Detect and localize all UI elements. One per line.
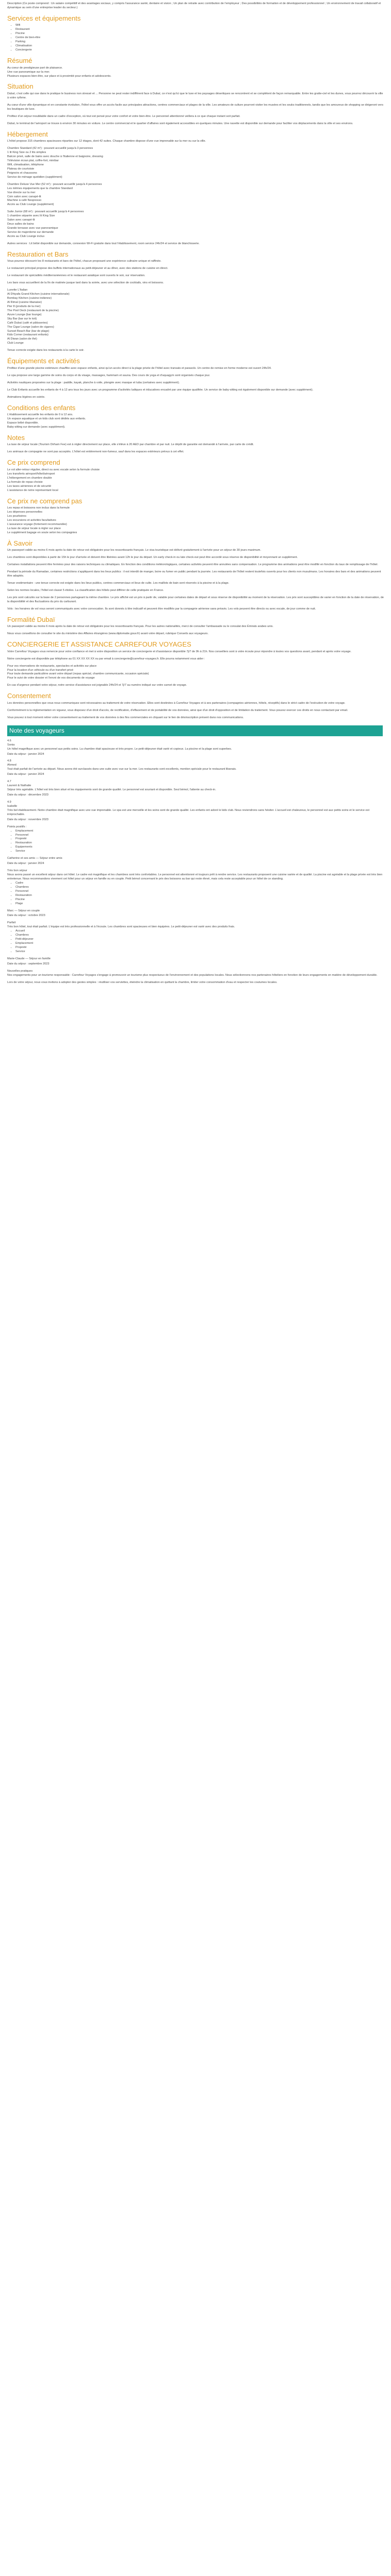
equipements-heading: Équipements et activités xyxy=(7,357,80,365)
review-author: Catherine et ses amis — Séjour entre amis xyxy=(7,857,62,860)
list-item: Al Rimal (cuisine libanaise) xyxy=(7,300,42,304)
review-text: Très bon hôtel, tout était parfait. L'équipe est très professionnelle et à l'écoute. Les chambres sont spacieuses et bien équipées. Le petit-déjeuner est varié avec des produits frais. xyxy=(7,925,235,929)
review-entry xyxy=(7,759,384,777)
list-item: Accès au Club Lounge inclus xyxy=(7,234,45,238)
equipements-paragraph: Activités nautiques proposées sur la plage : paddle, kayak, planche à voile, plongée avec masque et tuba (certaines avec supplément). xyxy=(7,381,180,384)
list-item: • Équipements xyxy=(15,845,384,850)
services-heading: Services et équipements xyxy=(7,14,81,22)
list-item: Les taxes aériennes et de sécurité xyxy=(7,484,52,488)
list-item: Accès au Club Lounge (supplément) xyxy=(7,203,54,207)
review-author: Marie-Claude — Séjour en famille xyxy=(7,957,51,960)
list-item: Les dépenses personnelles xyxy=(7,511,43,514)
list-item: Sky Bar (bar sur le toit) xyxy=(7,317,37,320)
list-item: Grande terrasse avec vue panoramique xyxy=(7,227,58,230)
notes-heading: Notes xyxy=(7,433,25,442)
enfants-line: Espace bébé disponible. xyxy=(7,421,39,425)
list-item: • Restauration xyxy=(15,841,384,845)
resume-heading: Résumé xyxy=(7,57,32,65)
review-date: Date du séjour : septembre 2023 xyxy=(7,962,50,965)
review-text: Tout était parfait de l'arrivée au départ. Nous avons été surclassés dans une suite avec vue sur la mer. Les restaurants sont excellents, mention spéciale pour le restaurant libanais. xyxy=(7,768,237,771)
list-item: Les excursions et activités facultatives xyxy=(7,518,56,522)
conciergerie-paragraph: Notre conciergerie est disponible par téléphone au 01 XX XX XX XX ou par email à conciergerie@carrefour-voyages.fr. Elle pourra notamment vous aider : xyxy=(7,657,205,660)
list-item: • Restauration xyxy=(15,894,384,898)
resume-lines xyxy=(7,66,384,79)
list-item: • Emplacement xyxy=(15,829,384,834)
review-entry xyxy=(7,869,384,918)
consentement-paragraph: Conformément à la réglementation en vigueur, vous disposez d'un droit d'accès, de rectification, d'effacement et de portabilité de vos données, ainsi que d'un droit d'opposition et de limitation du traitement. Vous pouvez exercer ces droits en nous contactant par email. xyxy=(7,708,348,712)
review-points-list xyxy=(7,829,384,854)
list-item: L'assistance de notre représentant local xyxy=(7,488,58,492)
equipements-paragraph: Le Club Enfants accueille les enfants de 4 à 12 ans tous les jours avec un programme d'activités ludiques et éducatives encadré par une équipe qualifiée. Un service de baby-sitting est également disponible sur demande (avec supplément). xyxy=(7,388,314,392)
list-item: • Restaurant xyxy=(15,28,384,32)
list-item: • Accueil xyxy=(15,929,384,934)
list-item: • Conciergerie xyxy=(15,48,384,53)
enfants-heading: Conditions des enfants xyxy=(7,403,76,412)
list-item: • Petit-déjeuner xyxy=(15,938,384,942)
review-entry xyxy=(7,780,384,798)
review-date: Date du séjour : janvier 2024 xyxy=(7,862,44,866)
list-item: Azure Lounge (bar lounge) xyxy=(7,313,42,316)
list-item: • Centre de bien-être xyxy=(15,36,384,40)
services-list xyxy=(7,24,384,53)
list-item: Le supplément bagage en soute selon les compagnies xyxy=(7,531,77,534)
situation-paragraph: Profitez d'un séjour inoubliable dans un cadre d'exception, où tout est pensé pour votre confort et votre bien-être. Le personnel attentionné veillera à ce que chaque instant soit parfait. xyxy=(7,114,240,118)
enfants-line: L'établissement accueille les enfants de 0 à 12 ans. xyxy=(7,413,73,417)
list-item: • Chambres xyxy=(15,886,384,890)
list-item: • Propreté xyxy=(15,837,384,841)
formalite-paragraph: Un passeport valide au moins 6 mois après la date de retour est obligatoire pour les ressortissants français. Pour les autres nationalités, merci de consulter l'ambassade ou le consulat des Émirats arabes unis. xyxy=(7,625,273,629)
notes-paragraph: La taxe de séjour locale (Tourism Dirham Fee) est à régler directement sur place, elle s'élève à 20 AED par chambre et par nuit. Le dépôt de garantie est demandé à l'arrivée, par carte de crédit. xyxy=(7,443,254,447)
room-features xyxy=(7,187,384,208)
list-item: • Personnel xyxy=(15,834,384,838)
a-savoir-paragraph: Certaines installations peuvent être fermées pour des raisons techniques ou climatiques. En fonction des conditions météorologiques, certaines activités peuvent être annulées sans compensation. Le programme des animations peut être modifié en fonction du taux de remplissage de l'hôtel. xyxy=(7,563,379,567)
review-date: Date du séjour : octobre 2023 xyxy=(7,914,45,918)
review-points-list xyxy=(7,882,384,906)
list-item: Pour la location d'un véhicule ou d'un transfert privé xyxy=(7,668,74,672)
list-item: • Parking xyxy=(15,40,384,44)
list-item: Les mêmes équipements que la chambre Standard xyxy=(7,187,73,190)
consentement-heading: Consentement xyxy=(7,692,51,700)
page-content xyxy=(0,0,391,985)
list-item: The Pool Deck (restaurant de la piscine) xyxy=(7,309,59,312)
review-date: Date du séjour : janvier 2024 xyxy=(7,752,44,756)
list-item: Al Diwan (salon de thé) xyxy=(7,337,37,341)
review-text: Très bel établissement. Notre chambre était magnifique avec une vue imprenable. Le spa est une merveille et les soins sont de grande qualité. Les enfants ont adoré le kids club. Nous reviendrons sans hésiter. L'accueil est chaleureux, le personnel est aux petits soins et le service est irréprochable. xyxy=(7,808,370,816)
restauration-heading: Restauration et Bars xyxy=(7,250,69,258)
review-title: Parfait xyxy=(7,921,16,925)
list-item: Télévision écran plat, coffre-fort, minibar xyxy=(7,159,59,162)
list-item: • Service xyxy=(15,950,384,954)
hebergement-heading: Hébergement xyxy=(7,130,48,138)
review-score: 4.9 xyxy=(7,800,11,804)
prix-comprend-list xyxy=(7,468,384,493)
list-item: • Emplacement xyxy=(15,942,384,946)
list-item: La taxe de séjour locale à régler sur place xyxy=(7,527,61,530)
a-savoir-paragraph: Selon les normes locales, l'hôtel est classé 5 étoiles. La classification des hôtels peut différer de celle pratiquée en France. xyxy=(7,588,164,592)
conciergerie-list xyxy=(7,665,384,681)
review-text: Séjour très agréable. L'hôtel est très bien situé et les équipements sont de grande qualité. Le personnel est souriant et disponible. Seul bémol, l'attente au check-in. xyxy=(7,788,216,792)
a-savoir-paragraph: Les prix sont calculés sur la base de 2 personnes partageant la même chambre. Le prix affiché est un prix à partir de, valable pour certaines dates de départ et sous réserve de disponibilité au moment de la réservation. Les prix sont susceptibles de varier en fonction de la date de réservation, de la disponibilité et des fluctuations du prix du carburant. xyxy=(7,596,384,603)
list-item: Les pourboires xyxy=(7,515,27,518)
equipements-paragraph: Le spa propose une large gamme de soins du corps et du visage, massages, hammam et sauna. Des cours de yoga et d'aquagym sont organisés chaque jour. xyxy=(7,374,210,377)
list-item: Les transferts aéroport/hôtel/aéroport xyxy=(7,472,55,476)
list-item: Sunset Beach Bar (bar de plage) xyxy=(7,329,50,333)
a-savoir-paragraph: Vols : les horaires de vol vous seront communiqués avec votre convocation. Ils sont donnés à titre indicatif et peuvent être modifiés par la compagnie aérienne sans préavis. Les vols peuvent être directs ou avec escale, de jour comme de nuit. xyxy=(7,607,316,611)
restauration-paragraph: Les bars vous accueillent de la fin de matinée jusque tard dans la soirée, avec une sélection de cocktails, vins et boissons. xyxy=(7,281,164,285)
list-item: Vue directe sur la mer xyxy=(7,191,36,194)
notes-paragraph: Les animaux de compagnie ne sont pas acceptés. L'hôtel est entièrement non-fumeur, sauf dans les espaces extérieurs prévus à cet effet. xyxy=(7,450,184,454)
resume-line: Au coeur de prestigieuse part de plaisance. xyxy=(7,66,63,70)
footer-paragraph: Lors de votre séjour, nous vous invitons à adopter des gestes simples : réutiliser vos serviettes, éteindre la climatisation en quittant la chambre, limiter votre consommation d'eau et respecter les coutumes locales. xyxy=(7,980,278,984)
prix-ne-comprend-pas-heading: Ce prix ne comprend pas xyxy=(7,497,83,505)
footer-title: Nouvelles pratiques xyxy=(7,969,33,973)
a-savoir-paragraph: Tenue vestimentaire : une tenue correcte est exigée dans les lieux publics, centres commerciaux et lieux de culte. Les maillots de bain sont réservés à la piscine et à la plage. xyxy=(7,581,230,585)
list-item: Deux salles de bains xyxy=(7,223,34,226)
list-item: • Cadre xyxy=(15,882,384,886)
hebergement-paragraph: L'hôtel propose 315 chambres spacieuses réparties sur 12 étages, dont 42 suites. Chaque chambre dispose d'une vue imprenable sur la mer ou sur la ville. xyxy=(7,140,206,143)
list-item: Bombay Kitchen (cuisine indienne) xyxy=(7,297,52,300)
list-item: • Plage xyxy=(15,902,384,906)
list-item: Balcon privé, salle de bains avec douche à l'italienne et baignoire, dressing xyxy=(7,155,103,159)
list-item: Club Lounge xyxy=(7,342,24,345)
review-author: Ahmed xyxy=(7,764,17,767)
review-entry xyxy=(7,921,384,966)
situation-paragraph: Dubaï, c'est celle qui ose dans le pratique le business non stressé et ... Personne ne peut rester indifférent face à Dubaï, ce n'est qu'ici que le luxe et les paysages désertiques se rencontrent et se complètent de façon remarquable. Entre les gratte-ciel et les dunes, vous pourrez découvrir la ville à votre rythme. xyxy=(7,92,383,99)
restauration-paragraph: Le restaurant principal propose des buffets internationaux au petit-déjeuner et au dîner, avec des stations de cuisine en direct. xyxy=(7,267,168,270)
list-item: Lunette L'Italian xyxy=(7,289,28,292)
list-item: Kids Corner (restaurant enfants) xyxy=(7,333,48,337)
situation-paragraph: Au cœur d'une ville dynamique et en constante évolution, l'hôtel vous offre un accès facile aux principales attractions, centres commerciaux et plages de la ville. Les amateurs de culture pourront visiter les musées et les souks traditionnels, tandis que les amoureux de shopping se dirigeront vers les boutiques de luxe. xyxy=(7,103,383,111)
list-item: • Climatisation xyxy=(15,44,384,48)
enfants-lines xyxy=(7,413,384,430)
list-item: Service de majordome sur demande xyxy=(7,231,54,234)
room-title: Chambre Standard (42 m²) : pouvant accueillir jusqu'à 3 personnes xyxy=(7,147,93,150)
review-score: 4.6 xyxy=(7,739,11,742)
review-title: Très bon séjour xyxy=(7,869,27,873)
prix-ne-comprend-pas-list xyxy=(7,506,384,535)
list-item: Café Dubaï (café et pâtisseries) xyxy=(7,321,48,325)
list-item: • Wifi xyxy=(15,24,384,28)
a-savoir-paragraph: Un passeport valide au moins 6 mois après la date de retour est obligatoire pour les ressortissants français. Le visa touristique est délivré gratuitement à l'arrivée pour un séjour de 30 jours maximum. xyxy=(7,549,262,552)
review-text: Un hôtel magnifique avec un personnel aux petits soins. La chambre était spacieuse et très propre. Le petit-déjeuner était varié et copieux. La piscine et la plage sont superbes. xyxy=(7,747,232,751)
conciergerie-closing: En cas d'urgence pendant votre séjour, notre service d'assistance est joignable 24h/24 et 7j/7 au numéro indiqué sur votre carnet de voyage. xyxy=(7,684,187,687)
list-item: Le vol aller-retour régulier, direct ou avec escale selon la formule choisie xyxy=(7,468,100,471)
list-item: Pour le suivi de votre dossier et l'envoi de vos documents de voyage xyxy=(7,676,95,680)
list-item: Les repas et boissons non inclus dans la formule xyxy=(7,506,70,510)
equipements-closing: Animations légères en soirée. xyxy=(7,395,45,399)
intro-text: Description (Ce poste comprend : Un salaire compétitif et des avantages sociaux, y compris l'assurance santé, dentaire et vision ; Un plan de retraite avec contribution de l'employeur ; Des possibilités de formation et de développement professionnel ; Un environnement de travail collaboratif et dynamique au sein d'une entreprise leader du secteur.) xyxy=(7,2,381,9)
list-item: Al Dhiyafa Grand Kitchen (cuisine internationale) xyxy=(7,293,70,296)
review-date: Date du séjour : décembre 2023 xyxy=(7,793,48,797)
list-item: L'assurance voyage (fortement recommandée) xyxy=(7,522,67,526)
list-item: Machine à café Nespresso xyxy=(7,199,42,202)
list-item: L'hébergement en chambre double xyxy=(7,476,52,480)
list-item: Service de ménage quotidien (supplément) xyxy=(7,175,62,179)
room-title: Chambre Deluxe Vue Mer (52 m²) : pouvant accueillir jusqu'à 4 personnes xyxy=(7,182,102,186)
resume-line: Une vue panoramique sur la mer. xyxy=(7,70,50,74)
list-item: Pour vos réservations de restaurants, spectacles et activités sur place xyxy=(7,664,97,668)
review-points-list xyxy=(7,929,384,954)
restauration-paragraph: Vous pourrez découvrir les 8 restaurants et bars de l'hôtel, chacun proposant une expérience culinaire unique et raffinée. xyxy=(7,260,161,263)
reviews-section-bar: Note des voyageurs xyxy=(7,725,383,736)
review-date: Date du séjour : novembre 2023 xyxy=(7,818,48,821)
footer-paragraph: Nos engagements pour un tourisme responsable : Carrefour Voyages s'engage à promouvoir un tourisme plus respectueux de l'environnement et des populations locales. Nous sélectionnons nos partenaires hôteliers en fonction de leurs engagements en matière de développement durable. xyxy=(7,973,378,977)
consentement-paragraph: Vous pouvez à tout moment retirer votre consentement au traitement de vos données à des fins commerciales en cliquant sur le lien de désinscription présent dans nos communications. xyxy=(7,716,244,719)
list-item: • Piscine xyxy=(15,898,384,902)
list-item: La formule de repas choisie xyxy=(7,480,43,484)
review-entry xyxy=(7,739,384,757)
list-item: Coin salon avec canapé-lit xyxy=(7,195,41,198)
list-item: • Service xyxy=(15,850,384,854)
conciergerie-heading: CONCIERGERIE ET ASSISTANCE CARREFOUR VOYAGES xyxy=(7,640,191,649)
a-savoir-paragraph: Pendant la période du Ramadan, certaines restrictions s'appliquent dans les lieux publics : il est interdit de manger, boire ou fumer en public pendant la journée. Les restaurants de l'hôtel restent toutefois ouverts pour les clients non musulmans. Les horaires des bars et des animations peuvent être adaptés. xyxy=(7,570,381,578)
list-item: • Propreté xyxy=(15,946,384,950)
enfants-line: Un espace aquatique et un kids club sont dédiés aux enfants. xyxy=(7,417,86,421)
situation-paragraph: Dubaï, le terminal de l'aéroport se trouve à environ 30 minutes en voiture. Le centre commercial et le quartier d'affaires sont également accessibles en quelques minutes. Une navette est disponible sur demande pour faciliter vos déplacements dans la ville et ses environs. xyxy=(7,122,353,125)
room-features xyxy=(7,151,384,180)
review-entry xyxy=(7,801,384,822)
list-item: 1 lit King Size ou 2 lits simples xyxy=(7,151,46,155)
review-entry xyxy=(7,825,384,866)
a-savoir-paragraph: Les chambres sont disponibles à partir de 15h le jour d'arrivée et doivent être libérées avant 12h le jour du départ. Un early check-in ou late check-out peut être accordé sous réserve de disponibilité et moyennant un supplément. xyxy=(7,556,298,560)
room-features xyxy=(7,214,384,239)
review-score: 4.7 xyxy=(7,780,11,784)
list-item: • Chambres xyxy=(15,934,384,938)
restaurant-list xyxy=(7,289,384,346)
list-item: • Personnel xyxy=(15,890,384,894)
list-item: Plateau de courtoisie xyxy=(7,167,35,171)
list-item: Salon avec canapé-lit xyxy=(7,218,35,222)
review-author: Marc — Séjour en couple xyxy=(7,909,40,912)
enfants-line: Baby-sitting sur demande (avec supplément). xyxy=(7,425,66,429)
review-score: 4.8 xyxy=(7,759,11,763)
consentement-paragraph: Les données personnelles que vous nous communiquez sont nécessaires au traitement de votre réservation. Elles sont destinées à Carrefour Voyages et à ses partenaires (compagnies aériennes, hôtels, réceptifs) dans le strict cadre de l'exécution de votre voyage. xyxy=(7,701,346,705)
equipements-paragraph: Profitez d'une grande piscine extérieure chauffée avec espace enfants, ainsi qu'un accès direct à la plage privée de l'hôtel avec transats et parasols. Un centre de remise en forme moderne est ouvert 24h/24. xyxy=(7,366,272,370)
list-item: Pour toute demande particulière avant votre départ (repas spécial, chambre communicante, occasion spéciale) xyxy=(7,672,149,676)
list-item: Peignoirs et chaussons xyxy=(7,171,37,175)
footer-block xyxy=(7,970,384,985)
hebergement-note: Autres services : Lit bébé disponible sur demande, connexion Wi-Fi gratuite dans tout l'établissement, room service 24h/24 et service de blanchisserie. xyxy=(7,242,200,245)
a-savoir-heading: À Savoir xyxy=(7,539,33,547)
review-text: Nous avons passé un excellent séjour dans cet hôtel. Le cadre est magnifique et les chambres sont très confortables. Le personnel est attentionné et toujours prêt à rendre service. Les restaurants proposent une cuisine variée et de qualité. La piscine est agréable et la plage privée est très bien entretenue. Nous recommandons vivement cet hôtel pour un séjour en famille ou en couple. Petit bémol concernant le prix des boissons au bar qui reste élevé, mais cela reste acceptable pour un hôtel de ce standing. xyxy=(7,873,383,880)
review-date: Date du séjour : janvier 2024 xyxy=(7,773,44,776)
restauration-note: Tenue correcte exigée dans les restaurants à la carte le soir. xyxy=(7,349,85,352)
resume-line: Plusieurs espaces bien-être, sur place et à proximité pour enfants et adolescents. xyxy=(7,74,111,78)
review-author: Sonia xyxy=(7,743,15,747)
list-item: Wifi, climatisation, téléphone xyxy=(7,163,44,166)
review-author: Laurent & Nathalie xyxy=(7,784,31,788)
review-author: Isabelle xyxy=(7,804,18,808)
list-item: The Cigar Lounge (salon de cigares) xyxy=(7,325,54,329)
restauration-paragraph: Le restaurant de spécialités méditerranéennes et le restaurant asiatique sont ouverts le soir, sur réservation. xyxy=(7,274,145,278)
list-item: • Piscine xyxy=(15,32,384,36)
conciergerie-paragraph: Votre Carrefour Voyages vous remercie pour votre confiance et met à votre disposition un service de conciergerie et d'assistance disponible 7j/7 de 9h à 21h. Nos conseillers sont à votre écoute pour répondre à toutes vos questions avant, pendant et après votre voyage. xyxy=(7,650,352,653)
list-item: 1 chambre séparée avec lit King Size xyxy=(7,214,55,218)
list-item: Pier 8 (produits de la mer) xyxy=(7,304,41,308)
formalite-paragraph: Nous vous conseillons de consulter le site du ministère des Affaires étrangères (www.diplomatie.gouv.fr) avant votre départ, rubrique Conseils aux voyageurs. xyxy=(7,632,208,636)
formalite-heading: Formalité Dubaï xyxy=(7,615,55,623)
room-title: Suite Junior (68 m²) : pouvant accueillir jusqu'à 4 personnes xyxy=(7,210,84,214)
prix-comprend-heading: Ce prix comprend xyxy=(7,459,60,467)
review-subtitle: Points positifs : xyxy=(7,825,27,828)
situation-heading: Situation xyxy=(7,82,34,91)
